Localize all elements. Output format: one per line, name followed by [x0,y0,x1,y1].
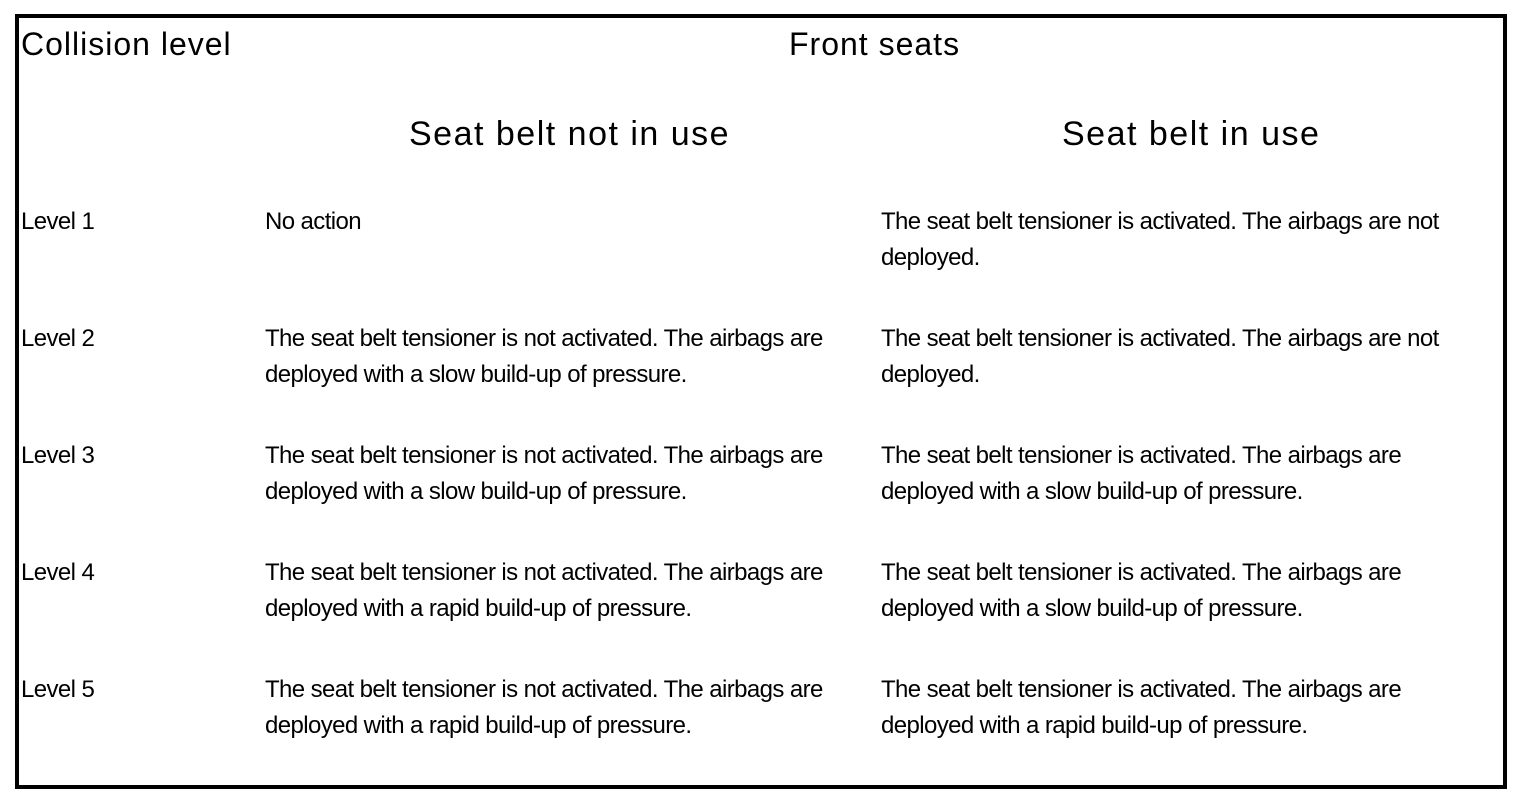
row-not-in-use-cell: The seat belt tensioner is not activated. The airbags are deployed with a rapid build-up of pressure. [265,676,823,739]
row-level-label: Level 1 [21,208,95,235]
collision-level-header: Collision level [21,26,232,62]
row-in-use-cell: The seat belt tensioner is activated. The airbags are deployed with a slow build-up of pressure. [881,559,1402,622]
row-level-label: Level 5 [21,676,95,703]
row-level-label: Level 4 [21,559,95,586]
row-in-use-cell: The seat belt tensioner is activated. The airbags are deployed with a slow build-up of pressure. [881,442,1402,505]
seat-belt-not-in-use-header: Seat belt not in use [409,115,731,153]
row-not-in-use-cell: The seat belt tensioner is not activated. The airbags are deployed with a rapid build-up of pressure. [265,559,823,622]
row-not-in-use-cell: No action [265,208,361,235]
row-level-label: Level 2 [21,325,95,352]
seat-belt-in-use-header: Seat belt in use [1062,115,1321,153]
row-in-use-cell: The seat belt tensioner is activated. The airbags are not deployed. [881,325,1439,388]
collision-table [15,14,1507,789]
row-level-label: Level 3 [21,442,95,469]
row-not-in-use-cell: The seat belt tensioner is not activated. The airbags are deployed with a slow build-up of pressure. [265,442,823,505]
row-not-in-use-cell: The seat belt tensioner is not activated. The airbags are deployed with a slow build-up of pressure. [265,325,823,388]
front-seats-header: Front seats [789,26,961,62]
row-in-use-cell: The seat belt tensioner is activated. The airbags are deployed with a rapid build-up of pressure. [881,676,1402,739]
row-in-use-cell: The seat belt tensioner is activated. The airbags are not deployed. [881,208,1439,271]
